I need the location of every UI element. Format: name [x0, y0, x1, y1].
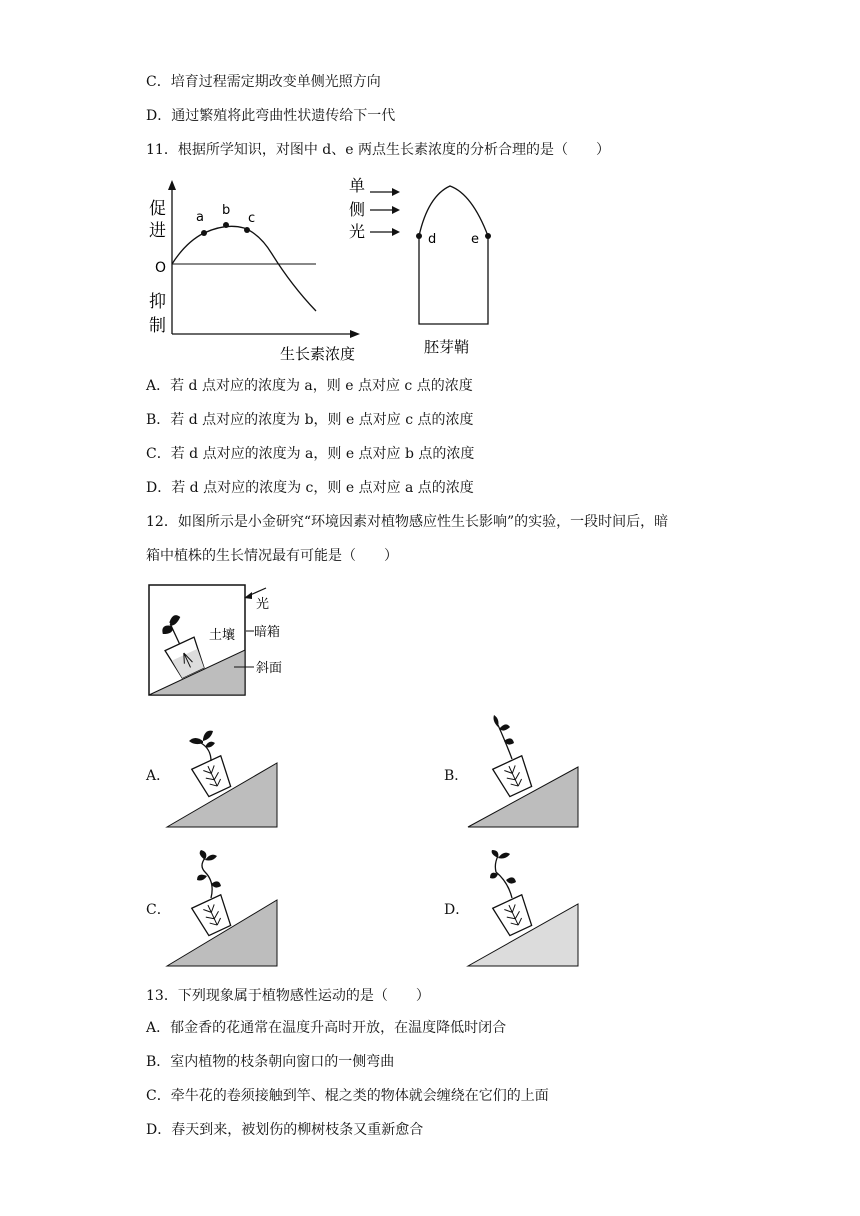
q13-option-a: A．郁金香的花通常在温度升高时开放，在温度降低时闭合 — [146, 1020, 507, 1036]
q12-choice-b-label: B． — [444, 768, 469, 784]
q12-choice-d-label: D． — [444, 902, 470, 918]
q13-option-b: B．室内植物的枝条朝向窗口的一侧弯曲 — [146, 1054, 395, 1070]
q12-stem-line1: 12．如图所示是小金研究“环境因素对植物感应性生长影响”的实验，一段时间后，暗 — [146, 514, 669, 530]
q11-stem: 11．根据所学知识，对图中 d、e 两点生长素浓度的分析合理的是（ ） — [146, 142, 610, 158]
graph-label-promote-1: 促 — [149, 199, 166, 219]
point-d-label: d — [428, 232, 437, 247]
coleoptile-outline — [419, 186, 488, 324]
q11-option-a: A．若 d 点对应的浓度为 a，则 e 点对应 c 点的浓度 — [146, 378, 473, 394]
graph-x-label: 生长素浓度 — [280, 345, 356, 363]
darkbox-setup-diagram — [146, 582, 296, 700]
graph-label-inhibit-2: 制 — [149, 316, 166, 336]
q12-choice-a-image — [165, 715, 281, 831]
setup-darkbox-label: 暗箱 — [254, 625, 281, 640]
point-b-label: b — [222, 203, 231, 218]
point-e-label: e — [471, 232, 479, 247]
graph-y-arrow — [168, 180, 176, 190]
coleoptile-caption: 胚芽鞘 — [424, 338, 470, 356]
q13-stem: 13．下列现象属于植物感性运动的是（ ） — [146, 988, 430, 1004]
setup-light-label: 光 — [256, 597, 270, 612]
point-d — [416, 233, 422, 239]
q12-choice-d-image — [466, 850, 582, 970]
point-b — [223, 222, 229, 228]
setup-soil-label: 土壤 — [209, 628, 236, 643]
q11-option-b: B．若 d 点对应的浓度为 b，则 e 点对应 c 点的浓度 — [146, 412, 474, 428]
point-a — [201, 230, 207, 236]
q12-stem-line2: 箱中植株的生长情况最有可能是（ ） — [146, 548, 398, 564]
light-label-3: 光 — [349, 222, 366, 241]
point-a-label: a — [196, 210, 204, 225]
q13-option-d: D．春天到来，被划伤的柳树枝条又重新愈合 — [146, 1122, 424, 1138]
q11-option-d: D．若 d 点对应的浓度为 c，则 e 点对应 a 点的浓度 — [146, 480, 474, 496]
light-label-1: 单 — [349, 176, 366, 195]
point-c — [244, 227, 250, 233]
graph-label-promote-2: 进 — [149, 221, 166, 241]
growth-curve — [172, 226, 316, 311]
graph-label-inhibit-1: 抑 — [149, 292, 166, 312]
q12-choice-b-image — [466, 715, 582, 831]
q12-choice-c-label: C． — [146, 902, 171, 918]
graph-origin-label: O — [155, 260, 167, 276]
q12-choice-a-label: A． — [146, 768, 171, 784]
light-label-2: 侧 — [349, 200, 366, 219]
point-c-label: c — [248, 211, 256, 226]
setup-slope-label: 斜面 — [256, 661, 283, 676]
q11-option-c: C．若 d 点对应的浓度为 a，则 e 点对应 b 点的浓度 — [146, 446, 475, 462]
q13-option-c: C．牵牛花的卷须接触到竿、棍之类的物体就会缠绕在它们的上面 — [146, 1088, 549, 1104]
q10-option-c: C．培育过程需定期改变单侧光照方向 — [146, 74, 381, 90]
coleoptile-diagram — [344, 172, 504, 362]
point-e — [485, 233, 491, 239]
q10-option-d: D．通过繁殖将此弯曲性状遗传给下一代 — [146, 108, 396, 124]
q12-choice-c-image — [165, 850, 281, 970]
